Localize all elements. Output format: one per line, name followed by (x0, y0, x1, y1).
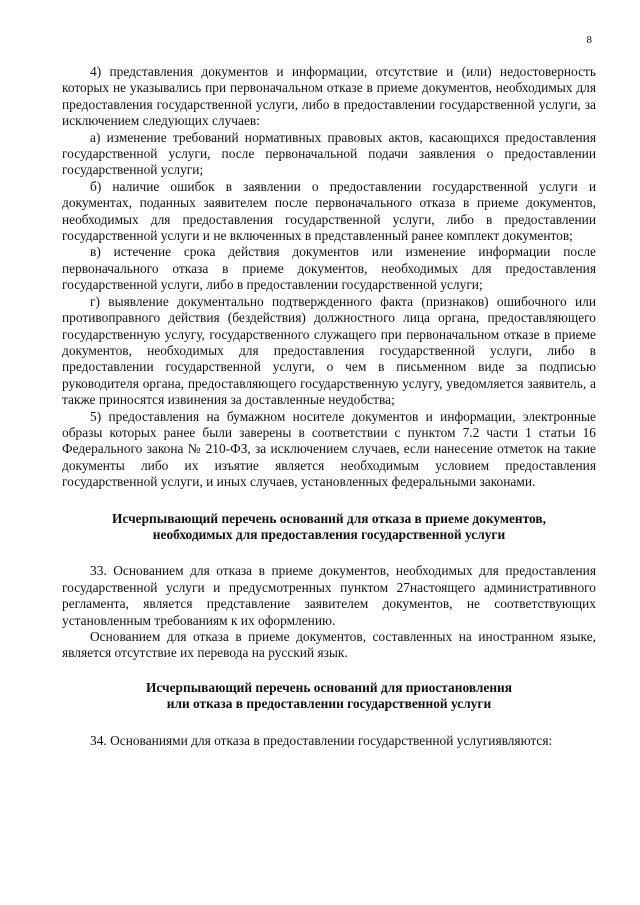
paragraph-subitem-g: г) выявление документально подтвержденного факта (признаков) ошибочного или противоправного действия (бездействия) должностного лица органа, предоставляющего государственную услугу, государственного служащего при первоначальном отказе в приеме документов, необходимых для предоставления государственной услуги, либо в предоставлении государственной услуги, о чем в письменном виде за подписью руководителя органа, предоставляющего государственную услугу, уведомляется заявитель, а также приносятся извинения за доставленные неудобства; (62, 293, 596, 408)
paragraph-subitem-v: в) истечение срока действия документов или изменение информации после первоначального отказа в приеме документов, необходимых для предоставления государственной услуги, либо в предоставлении государственной услуги; (62, 244, 596, 293)
heading-line: Исчерпывающий перечень оснований для отказа в приеме документов, (112, 510, 546, 526)
page-content (62, 64, 596, 749)
paragraph-foreign-language: Основанием для отказа в приеме документов, составленных на иностранном языке, является отсутствие их перевода на русский язык. (62, 629, 596, 661)
paragraph-item-4: 4) представления документов и информации, отсутствие и (или) недостоверность которых не указывались при первоначальном отказе в приеме документов, необходимых для предоставления государственной услуги, либо в предоставлении государственной услуги, за исключением следующих случаев: (62, 64, 596, 129)
paragraph-subitem-a: а) изменение требований нормативных правовых актов, касающихся предоставления государственной услуги, после первоначальной подачи заявления о предоставлении государственной услуги; (62, 129, 596, 178)
paragraph-33: 33. Основанием для отказа в приеме документов, необходимых для предоставления государственной услуги и предусмотренных пунктом 27настоящего административного регламента, является представление заявителем документов, не соответствующих установленным требованиям к их оформлению. (62, 563, 596, 628)
heading-line: необходимых для предоставления государственной услуги (152, 526, 506, 542)
section-heading-suspension-refusal (62, 680, 596, 713)
paragraph-item-5: 5) предоставления на бумажном носителе документов и информации, электронные образы которых ранее были заверены в соответствии с пунктом 7.2 части 1 статьи 16 Федерального закона № 210-ФЗ, за исключением случаев, если нанесение отметок на такие документы либо их изъятие является необходимым условием предоставления государственной услуги, и иных случаев, установленных федеральными законами. (62, 408, 596, 490)
paragraph-34: 34. Основаниями для отказа в предоставлении государственной услугиявляются: (90, 732, 553, 748)
heading-line: Исчерпывающий перечень оснований для приостановления (145, 679, 513, 695)
section-heading-refusal-reception (62, 511, 596, 544)
page-number: 8 (586, 34, 592, 46)
heading-line: или отказа в предоставлении государственной услуги (166, 696, 492, 712)
paragraph-subitem-b: б) наличие ошибок в заявлении о предоставлении государственной услуги и документах, поданных заявителем после первоначального отказа в приеме документов, необходимых для предоставления государственной услуги, либо в предоставлении государственной услуги и не включенных в представленный ранее комплект документов; (62, 178, 596, 244)
